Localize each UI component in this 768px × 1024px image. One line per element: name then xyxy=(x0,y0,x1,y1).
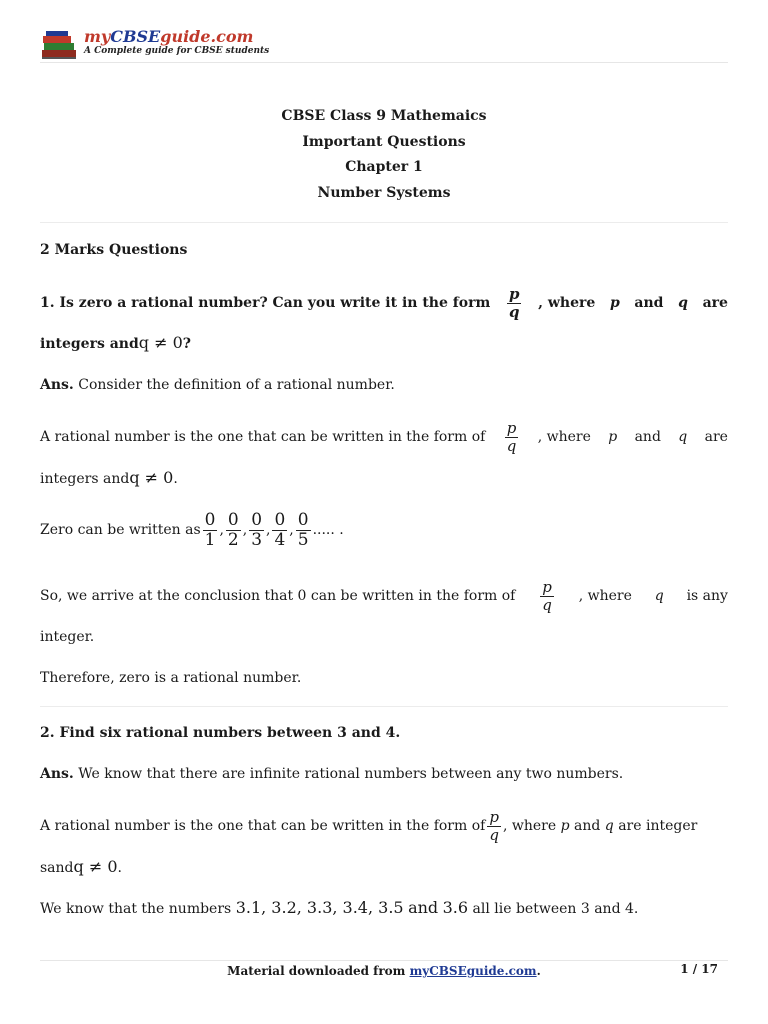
frac-num: 0 xyxy=(204,509,216,530)
frac-num: 0 xyxy=(227,509,239,530)
conclusion-var-q: q xyxy=(654,588,664,604)
books-icon xyxy=(40,30,80,60)
def-var-q: q xyxy=(678,429,688,445)
q1-var-q: q xyxy=(678,295,688,311)
def-and: and xyxy=(634,429,661,445)
site-logo[interactable] xyxy=(40,27,270,62)
ans-text: We know that there are infinite rational numbers between any two numbers. xyxy=(78,766,624,782)
footer-link[interactable]: myCBSEguide.com xyxy=(409,964,537,978)
page-number: 1 / 17 xyxy=(680,962,718,976)
q2-numbers: 3.1, 3.2, 3.3, 3.4, 3.5 xyxy=(235,898,404,917)
def-start: A rational number is the one that can be written in the form of xyxy=(40,429,486,445)
def-mid: , where xyxy=(537,429,591,445)
logo-tagline: A Complete guide for CBSE students xyxy=(84,46,270,56)
def-condition: q ≠ 0 xyxy=(129,468,174,487)
divider xyxy=(40,706,728,707)
ans-text: Consider the definition of a rational number. xyxy=(78,377,395,393)
q2-numbers-last: 3.6 xyxy=(442,898,469,917)
zero-text: Zero can be written as xyxy=(40,522,201,538)
q1-condition: q ≠ 0 xyxy=(138,333,183,352)
frac-den: 4 xyxy=(274,529,286,550)
frac-num: p xyxy=(489,807,499,826)
page-footer xyxy=(0,964,768,978)
q2-var-q: q xyxy=(604,818,614,834)
q2-definition-line-1 xyxy=(40,806,728,846)
q2-def-and: and xyxy=(573,818,601,834)
q2-definition-line-2: sandq ≠ 0. xyxy=(40,857,122,876)
def-fraction xyxy=(505,418,519,455)
logo-cbse: CBSE xyxy=(110,27,161,46)
q2-numbers-end: all lie between 3 and 4. xyxy=(472,901,639,917)
conclusion-start: So, we arrive at the conclusion that 0 can be written in the form of xyxy=(40,588,516,604)
q2-numbers-and: and xyxy=(408,898,439,917)
ans-label: Ans. xyxy=(40,377,74,393)
q2-def-end: are integer xyxy=(618,818,698,834)
q2-condition: q ≠ 0 xyxy=(73,857,118,876)
frac-den: q xyxy=(489,825,499,844)
conclusion-fraction xyxy=(540,577,554,614)
q1-qmark: ? xyxy=(182,336,191,352)
q2-numbers-line xyxy=(40,898,728,919)
q2-var-p: p xyxy=(560,818,570,834)
q1-integers-and: integers and xyxy=(40,336,139,352)
frac-den: 1 xyxy=(204,529,216,550)
q1-var-p: p xyxy=(609,295,620,311)
logo-wordmark xyxy=(84,28,253,46)
title-line-3: Chapter 1 xyxy=(345,159,423,175)
logo-my: my xyxy=(84,27,111,46)
q2-numbers-start: We know that the numbers xyxy=(40,901,232,917)
q1-question-line-1 xyxy=(40,283,728,323)
footer-text: Material downloaded from xyxy=(227,964,406,978)
def-are: are xyxy=(704,429,728,445)
conclusion-end: is any xyxy=(686,588,728,604)
q1-question-start: 1. Is zero a rational number? Can you write it in the form xyxy=(40,295,491,311)
frac-den: 5 xyxy=(297,529,309,550)
q2-sand: sand xyxy=(40,860,74,876)
q1-conclusion-line-2: integer. xyxy=(40,629,95,645)
q2-answer-intro xyxy=(40,764,728,784)
frac-den: q xyxy=(506,436,517,455)
footer-period: . xyxy=(536,964,541,978)
zero-fraction xyxy=(203,509,218,550)
q1-are: are xyxy=(702,295,728,311)
page-header xyxy=(40,24,728,64)
q1-question-line-2 xyxy=(40,333,728,354)
zero-fraction xyxy=(296,509,311,550)
frac-num: 0 xyxy=(274,509,286,530)
zero-written-as: Zero can be written as $\frac{0}{1}$ , $\frac{0}{2}$ , $\frac{0}{3}$ , $\frac{0}{4}$ , $\frac{0}{5}$ ..... . xyxy=(40,509,344,550)
q1-answer-intro xyxy=(40,375,728,395)
q1-definition-line-1 xyxy=(40,417,728,457)
def-integers-and: integers and xyxy=(40,471,130,487)
frac-den: 2 xyxy=(227,529,239,550)
q2-def-mid: , where xyxy=(502,818,557,834)
title-line-4: Number Systems xyxy=(317,184,451,201)
q1-question-mid: , where xyxy=(538,295,596,311)
title-line-1: CBSE Class 9 Mathemaics xyxy=(281,108,487,124)
q1-definition-line-2: integers andq ≠ 0. xyxy=(40,468,178,487)
zero-fraction xyxy=(272,509,287,550)
title-line-2: Important Questions xyxy=(302,133,466,150)
divider xyxy=(40,222,728,223)
zero-fraction xyxy=(249,509,264,550)
q2-def-fraction xyxy=(487,807,501,844)
q2-def-start: A rational number is the one that can be written in the form of xyxy=(40,818,486,834)
frac-den: q xyxy=(508,302,520,321)
header-divider xyxy=(40,62,728,63)
q1-and: and xyxy=(634,295,664,311)
q2-question: 2. Find six rational numbers between 3 and 4. xyxy=(40,725,401,741)
frac-num: p xyxy=(508,284,520,303)
ans-label: Ans. xyxy=(40,766,74,782)
zero-tail: ..... . xyxy=(312,522,344,538)
frac-num: 0 xyxy=(297,509,309,530)
frac-num: p xyxy=(542,577,552,596)
conclusion-mid: , where xyxy=(578,588,632,604)
frac-den: q xyxy=(542,595,552,614)
frac-num: 0 xyxy=(251,509,263,530)
section-heading: 2 Marks Questions xyxy=(40,242,188,258)
frac-num: p xyxy=(506,418,517,437)
logo-domain: guide.com xyxy=(160,27,254,46)
footer-divider xyxy=(40,960,728,961)
q1-conclusion-line-1 xyxy=(40,576,728,616)
frac-den: 3 xyxy=(251,529,263,550)
def-var-p: p xyxy=(608,429,618,445)
document-title xyxy=(0,104,768,206)
q1-therefore: Therefore, zero is a rational number. xyxy=(40,670,302,686)
q1-fraction-p-q xyxy=(507,284,522,321)
zero-fraction xyxy=(226,509,241,550)
